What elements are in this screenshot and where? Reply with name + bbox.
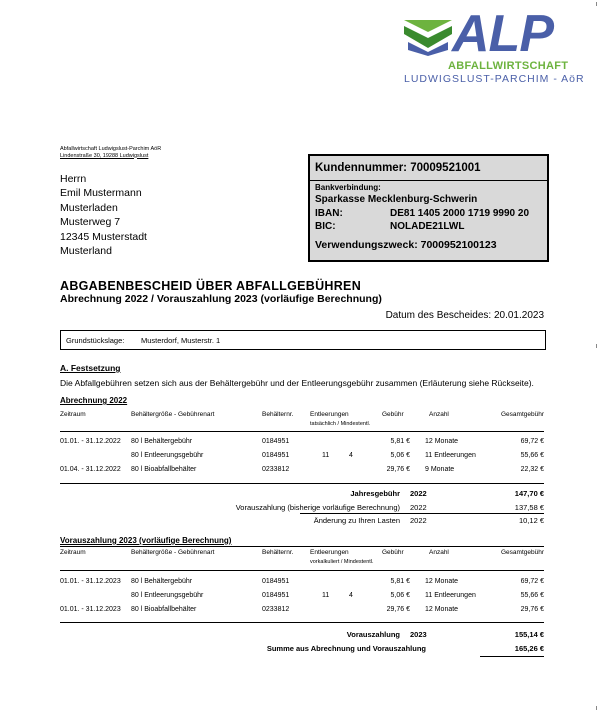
row-cell: 12 Monate <box>425 438 459 445</box>
logo-location: LUDWIGSLUST-PARCHIM - AöR <box>404 73 585 85</box>
row-cell: 29,76 € <box>520 606 544 613</box>
sender-street: Lindenstraße 30, 19288 Ludwigslust <box>60 152 149 159</box>
section-text: Die Abfallgebühren setzen sich aus der Behältergebühr und der Entleerungsgebühr zusammen (Erläuterung siehe Rückseite). <box>60 378 534 388</box>
total-label: Vorauszahlung (bisherige vorläufige Berechnung) <box>235 503 400 512</box>
header-cell: Entleerungen <box>310 411 349 418</box>
total-value: 165,26 € <box>514 644 544 653</box>
property-location-box <box>60 330 546 350</box>
row-cell: 29,76 € <box>386 606 410 613</box>
header-cell: Behälternr. <box>262 411 294 418</box>
header-cell: Gebühr <box>382 549 404 556</box>
row-cell: 69,72 € <box>520 438 544 445</box>
header-cell: tatsächlich / Mindestentl. <box>310 421 371 427</box>
header-cell: Entleerungen <box>310 549 349 556</box>
header-cell: Zeitraum <box>60 411 86 418</box>
bank-heading: Bankverbindung: <box>315 183 381 192</box>
table-title: Vorauszahlung 2023 (vorläufige Berechnung) <box>60 536 232 545</box>
header-cell: Gebühr <box>382 411 404 418</box>
row-cell: 11 Entleerungen <box>425 452 476 459</box>
customer-info-box <box>308 154 549 262</box>
table-body-2022 <box>0 438 600 478</box>
address-line: Musterweg 7 <box>60 216 121 229</box>
row-cell: 11 Entleerungen <box>425 592 476 599</box>
total-value: 155,14 € <box>514 630 544 639</box>
document-title: ABGABENBESCHEID ÜBER ABFALLGEBÜHREN <box>60 279 362 293</box>
row-cell: 69,72 € <box>520 578 544 585</box>
iban-label: IBAN: <box>315 208 343 219</box>
row-cell: 80 l Bioabfallbehälter <box>131 466 197 473</box>
logo-subtitle: ABFALLWIRTSCHAFT <box>448 60 569 72</box>
table-body-2023 <box>0 578 600 618</box>
row-cell: 12 Monate <box>425 578 459 585</box>
row-cell: 5,81 € <box>390 438 410 445</box>
address-line: Musterladen <box>60 201 118 214</box>
row-cell: 0184951 <box>262 438 290 445</box>
row-cell: 5,06 € <box>390 592 410 599</box>
total-label: Änderung zu Ihren Lasten <box>313 516 400 525</box>
row-cell: 4 <box>349 592 353 599</box>
row-cell: 11 <box>322 452 330 459</box>
header-cell: Behältergröße - Gebührenart <box>131 411 215 418</box>
table-title: Abrechnung 2022 <box>60 396 128 405</box>
row-cell: 01.01. - 31.12.2023 <box>60 606 121 613</box>
row-cell: 4 <box>349 452 353 459</box>
bic-label: BIC: <box>315 221 336 232</box>
header-cell: Behälternr. <box>262 549 294 556</box>
section-title: A. Festsetzung <box>60 363 121 373</box>
row-cell: 0184951 <box>262 592 290 599</box>
row-cell: 80 l Bioabfallbehälter <box>131 606 197 613</box>
address-line: Musterland <box>60 245 112 258</box>
payment-reference: Verwendungszweck: 7000952100123 <box>315 239 497 251</box>
total-value: 137,58 € <box>514 503 544 512</box>
address-line: Herrn <box>60 173 87 185</box>
header-cell: vorkalkuliert / Mindestentl. <box>310 559 374 565</box>
total-year: 2022 <box>410 489 427 498</box>
total-label: Jahresgebühr <box>350 489 400 498</box>
row-cell: 01.01. - 31.12.2023 <box>60 578 121 585</box>
row-cell: 80 l Behältergebühr <box>131 438 193 445</box>
logo-wordmark: ALP <box>452 5 553 63</box>
sender-name: Abfallwirtschaft Ludwigslust-Parchim AöR <box>60 146 162 152</box>
address-line: Emil Mustermann <box>60 187 142 200</box>
bank-name: Sparkasse Mecklenburg-Schwerin <box>315 194 478 205</box>
row-cell: 22,32 € <box>520 466 544 473</box>
bic-value: NOLADE21LWL <box>390 221 465 232</box>
row-cell: 5,81 € <box>390 578 410 585</box>
row-cell: 55,66 € <box>520 592 544 599</box>
row-cell: 0233812 <box>262 466 290 473</box>
row-cell: 5,06 € <box>390 452 410 459</box>
header-cell: Anzahl <box>429 549 449 556</box>
row-cell: 55,66 € <box>520 452 544 459</box>
row-cell: 01.04. - 31.12.2022 <box>60 466 121 473</box>
sender-line <box>60 146 161 159</box>
alp-logo-mark-icon <box>404 20 452 56</box>
header-cell: Zeitraum <box>60 549 86 556</box>
property-value: Musterdorf, Musterstr. 1 <box>141 336 221 345</box>
total-label: Summe aus Abrechnung und Vorauszahlung <box>266 644 426 653</box>
total-label: Vorauszahlung <box>346 630 400 639</box>
header-cell: Gesamtgebühr <box>501 549 544 556</box>
header-cell: Gesamtgebühr <box>501 411 544 418</box>
total-value: 10,12 € <box>518 516 544 525</box>
row-cell: 9 Monate <box>425 466 455 473</box>
total-value: 147,70 € <box>514 489 544 498</box>
header-cell: Anzahl <box>429 411 449 418</box>
recipient-address <box>60 172 147 258</box>
row-cell: 11 <box>322 592 330 599</box>
row-cell: 80 l Entleerungsgebühr <box>131 452 204 459</box>
iban-value: DE81 1405 2000 1719 9990 20 <box>390 208 530 219</box>
notice-date: Datum des Bescheides: 20.01.2023 <box>385 310 544 321</box>
address-line: 12345 Musterstadt <box>60 230 147 243</box>
total-year: 2023 <box>410 630 427 639</box>
total-year: 2022 <box>410 503 427 512</box>
header-cell: Behältergröße - Gebührenart <box>131 549 215 556</box>
row-cell: 0184951 <box>262 452 290 459</box>
document-subtitle: Abrechnung 2022 / Vorauszahlung 2023 (vorläufige Berechnung) <box>60 293 382 305</box>
row-cell: 80 l Entleerungsgebühr <box>131 592 204 599</box>
property-label: Grundstückslage: <box>66 336 125 345</box>
row-cell: 01.01. - 31.12.2022 <box>60 438 121 445</box>
row-cell: 12 Monate <box>425 606 459 613</box>
row-cell: 80 l Behältergebühr <box>131 578 193 585</box>
row-cell: 0184951 <box>262 578 290 585</box>
row-cell: 29,76 € <box>386 466 410 473</box>
customer-number: Kundennummer: 70009521001 <box>315 162 481 174</box>
total-year: 2022 <box>410 516 427 525</box>
row-cell: 0233812 <box>262 606 290 613</box>
